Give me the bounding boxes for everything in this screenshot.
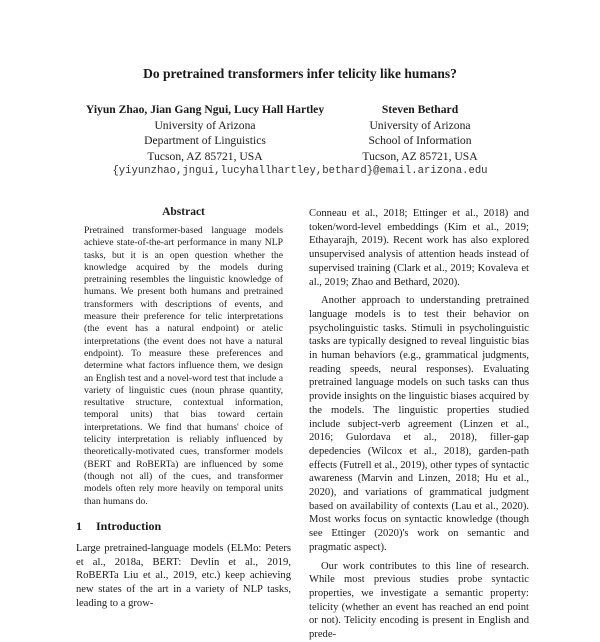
author-names: Steven Bethard	[381, 103, 459, 116]
section-title: Introduction	[96, 518, 162, 533]
author-block-1	[70, 102, 340, 164]
abstract-text: Pretrained transformer-based language models achieve state-of-the-art performance in many NLP tasks, but it is an open question whether the knowledge acquired by the models during pretraining resembles the linguistic knowledge of humans. We present both humans and pretrained transformers with descriptions of events, and measure their preference for telic interpretations (the event has a natural endpoint) or atelic interpretations (the event does not have a natural endpoint). To measure these preferences and determine what factors influence them, we design an English test and a novel-word test that include a variety of linguistic cues (noun phrase quantity, resultative structure, contextual information, temporal units) that bias toward certain interpretations. We find that humans' choice of telicity interpretation is reliably influenced by theoretically-motivated cues, transformer models (BERT and RoBERTa) are influenced by some (though not all) of the cues, and transformer models often rely more heavily on temporal units than humans do.	[84, 225, 283, 507]
intro-paragraph: Large pretrained-language models (ELMo: Peters et al., 2018a, BERT: Devlin et al., 2019, RoBERTa Liu et al., 2019, etc.) keep achieving new states of the art in a variety of NLP tasks, leading to a grow-	[76, 542, 291, 609]
author-block-2	[320, 102, 520, 164]
author-emails: {yiyunzhao,jngui,lucyhallhartley,bethard}@email.arizona.edu	[112, 165, 488, 177]
body-paragraph: Another approach to understanding pretrained language models is to test their behavior on psycholinguistic tasks. Stimuli in psycholinguistic tasks are typically designed to reveal linguistic bias in human behaviors (e.g., grammatical judgments, reading speeds, neural responses). Evaluating pretrained language models on such tasks can thus provide insights on the linguistic biases acquired by the models. The linguistic properties studied include subject-verb agreement (Linzen et al., 2016; Gulordava et al., 2018), filler-gap depedencies (Wilcox et al., 2018), garden-path effects (Futrell et al., 2019), other types of syntactic awareness (Marvin and Linzen, 2018; Hu et al., 2020), and variations of grammatical judgment based on availability of contexts (Lau et al., 2020). Most works focus on syntactic knowledge (though see Ettinger (2020)'s work on semantic and pragmatic aspect).	[309, 295, 529, 553]
body-paragraph: Our work contributes to this line of research. While most previous studies probe syntactic properties, we investigate a semantic property: telicity (whether an event has reached an end point or not). Telicity encoding is present in English and prede-	[309, 560, 529, 641]
section-heading	[76, 519, 291, 534]
author-address: Tucson, AZ 85721, USA	[362, 149, 478, 163]
abstract-heading: Abstract	[162, 206, 205, 218]
author-address: Tucson, AZ 85721, USA	[147, 149, 263, 163]
author-university: University of Arizona	[154, 118, 256, 132]
paper-title: Do pretrained transformers infer telicity like humans?	[143, 66, 457, 81]
author-university: University of Arizona	[369, 118, 471, 132]
section-number: 1	[76, 518, 82, 533]
author-department: School of Information	[368, 134, 472, 147]
author-department: Department of Linguistics	[144, 134, 266, 147]
author-names: Yiyun Zhao, Jian Gang Ngui, Lucy Hall Hartley	[85, 103, 325, 116]
body-paragraph: Conneau et al., 2018; Ettinger et al., 2018) and token/word-level embeddings (Kim et al., 2019; Ethayarajh, 2019). Recent work has also explored unsupervised analysis of attention heads instead of supervised training (Clark et al., 2019; Kovaleva et al., 2019; Zhao and Bethard, 2020).	[309, 208, 529, 288]
left-column	[76, 206, 291, 610]
right-column	[309, 207, 529, 642]
